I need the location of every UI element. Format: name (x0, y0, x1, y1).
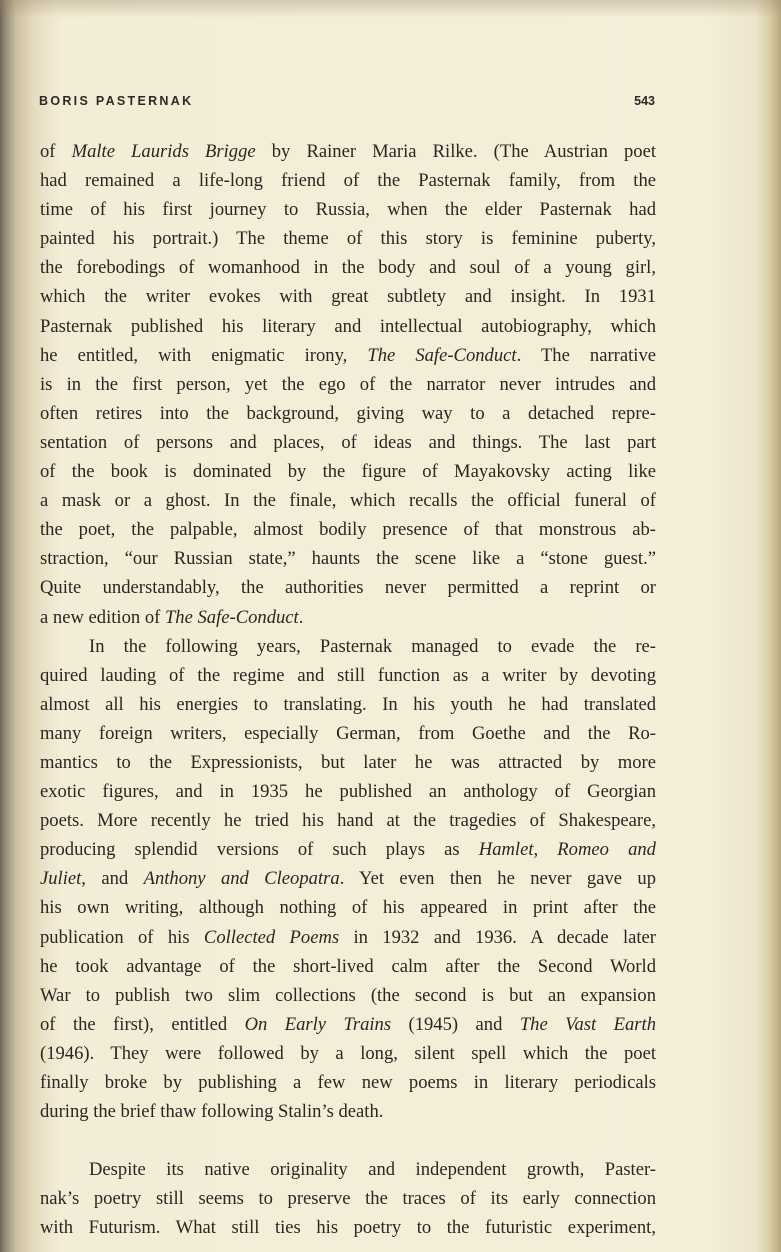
text-run: mantics to the Expressionists, but later he was attracted by more (40, 751, 656, 773)
text-line (40, 166, 656, 195)
text-line (40, 952, 656, 981)
text-line (40, 137, 656, 166)
text-line (40, 806, 656, 835)
text-run: he entitled, with enigmatic irony, (40, 344, 368, 366)
text-line (40, 428, 656, 457)
italic-title: On Early Trains (244, 1013, 392, 1035)
text-line (40, 195, 656, 224)
text-run: In the following years, Pasternak managed to evade the re- (89, 635, 656, 657)
text-run: during the brief thaw following Stalin’s death. (40, 1101, 384, 1123)
text-run: and (85, 868, 144, 890)
text-line (40, 661, 656, 690)
text-run: finally broke by publishing a few new poems in literary periodicals (40, 1072, 656, 1093)
text-run: War to publish two slim collections (the second is but an expansion (40, 984, 656, 1006)
text-line (40, 1155, 656, 1184)
text-line (40, 1213, 656, 1242)
italic-title: The Safe-Conduct (367, 344, 517, 366)
text-line (40, 224, 656, 253)
text-run: the poet, the palpable, almost bodily presence of that monstrous ab- (40, 519, 656, 541)
italic-title: Hamlet, Romeo and (478, 839, 656, 861)
text-run: time of his first journey to Russia, when the elder Pasternak had (40, 199, 656, 221)
text-line (40, 923, 656, 952)
text-line (40, 1068, 656, 1097)
text-run: a new edition of (40, 606, 165, 628)
italic-title: Malte Laurids Brigge (71, 141, 256, 162)
text-run: painted his portrait.) The theme of this story is feminine puberty, (40, 228, 656, 250)
italic-title: The Vast Earth (519, 1013, 656, 1035)
text-run: of (40, 141, 72, 162)
text-run: his own writing, although nothing of his appeared in print after the (40, 897, 656, 919)
text-run: with Futurism. What still ties his poetry to the futuristic experiment, (40, 1217, 656, 1239)
text-run: almost all his energies to translating. In his youth he had translated (40, 693, 656, 715)
text-run: of the first), entitled (40, 1013, 245, 1035)
text-line (40, 253, 656, 282)
text-line (40, 282, 656, 311)
text-line (40, 399, 656, 428)
text-run: exotic figures, and in 1935 he published an anthology of Georgian (40, 781, 656, 803)
text-line (40, 486, 656, 515)
text-run: straction, “our Russian state,” haunts the scene like a “stone guest.” (40, 548, 656, 570)
text-run: (1946). They were followed by a long, silent spell which the poet (40, 1042, 656, 1064)
text-line (40, 573, 656, 602)
text-run: often retires into the background, giving way to a detached repre- (40, 402, 656, 424)
italic-title: Juliet, (40, 868, 86, 890)
text-run: poets. More recently he tried his hand at the tragedies of Shakespeare, (40, 810, 656, 832)
text-line (40, 864, 656, 893)
text-run: in 1932 and 1936. A decade later (339, 926, 656, 948)
text-run: quired lauding of the regime and still function as a writer by devoting (40, 664, 656, 686)
text-run: Quite understandably, the authorities never permitted a reprint or (40, 577, 656, 599)
text-line (40, 1010, 656, 1039)
text-run: a mask or a ghost. In the finale, which recalls the official funeral of (40, 490, 656, 512)
text-run: by Rainer Maria Rilke. (The Austrian poet (255, 141, 656, 162)
text-run: (1945) and (391, 1013, 520, 1035)
text-run: he took advantage of the short-lived calm after the Second World (40, 955, 656, 977)
italic-title: Collected Poems (203, 926, 340, 948)
text-run: which the writer evokes with great subtlety and insight. In 1931 (40, 286, 656, 308)
text-line (40, 1097, 656, 1126)
text-run: many foreign writers, especially German, from Goethe and the Ro- (40, 722, 656, 744)
text-run: sentation of persons and places, of ideas and things. The last part (40, 431, 656, 453)
text-line (40, 312, 656, 341)
running-head: BORIS PASTERNAK (39, 94, 194, 108)
text-run: Despite its native originality and independent growth, Paster- (89, 1159, 656, 1181)
text-line (40, 835, 656, 864)
text-line (40, 515, 656, 544)
text-line (40, 748, 656, 777)
text-run: . (298, 606, 304, 628)
paragraph-gap (40, 1126, 656, 1155)
italic-title: The Safe-Conduct (164, 606, 299, 628)
text-line (40, 1184, 656, 1213)
text-line (40, 370, 656, 399)
text-line (40, 777, 656, 806)
text-line (40, 457, 656, 486)
italic-title: Anthony and Cleopatra (143, 868, 340, 890)
text-run: nak’s poetry still seems to preserve the traces of its early connection (40, 1188, 656, 1210)
text-run: had remained a life-long friend of the Pasternak family, from the (40, 170, 656, 192)
text-run: of the book is dominated by the figure of Mayakovsky acting like (40, 461, 656, 483)
text-run: is in the first person, yet the ego of the narrator never intrudes and (40, 373, 656, 395)
text-line (40, 632, 656, 661)
text-run: Pasternak published his literary and intellectual autobiography, which (40, 315, 656, 337)
text-run: . The narrative (516, 344, 656, 366)
text-line (40, 1039, 656, 1068)
page-number: 543 (634, 94, 655, 108)
page-header (39, 94, 655, 116)
text-line (40, 544, 656, 573)
text-run: publication of his (40, 926, 204, 948)
text-line (40, 981, 656, 1010)
text-run: the forebodings of womanhood in the body and soul of a young girl, (40, 257, 656, 279)
text-run: producing splendid versions of such plays as (40, 839, 479, 861)
text-line (40, 719, 656, 748)
body-text (40, 137, 656, 1243)
text-line (40, 690, 656, 719)
text-line (40, 603, 656, 632)
text-run: . Yet even then he never gave up (339, 868, 656, 890)
text-line (40, 893, 656, 922)
text-line (40, 341, 656, 370)
